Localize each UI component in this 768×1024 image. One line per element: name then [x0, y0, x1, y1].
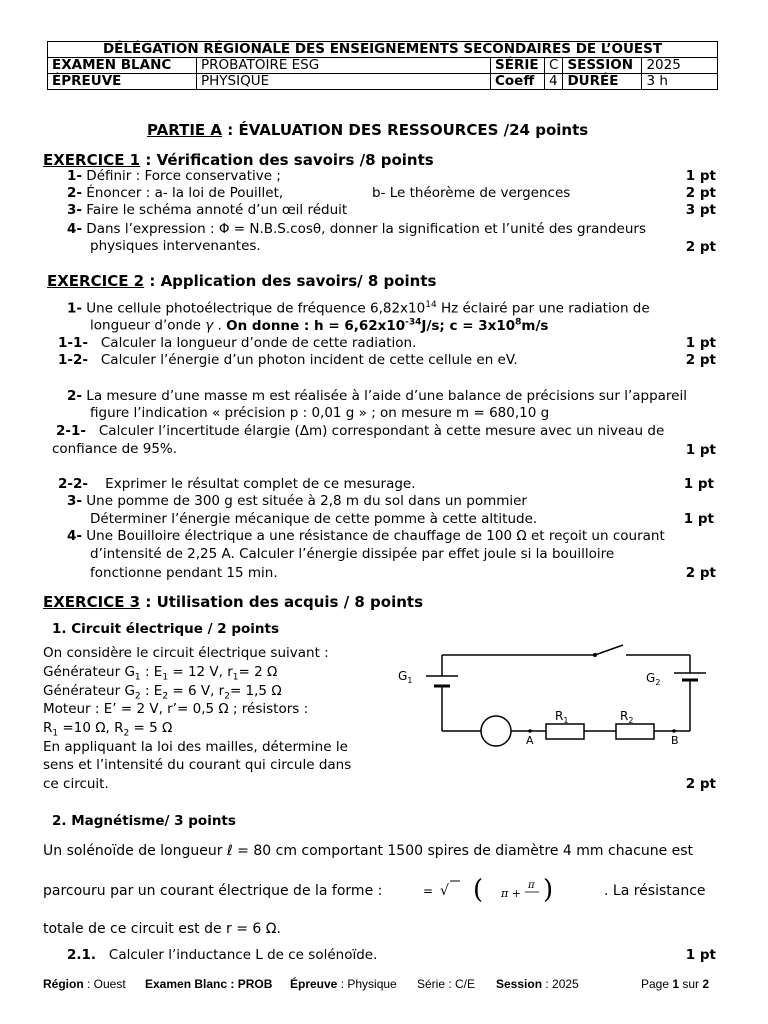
ex2-q12-points: 2 pt: [685, 352, 716, 368]
ex2-q12: 1-2- Calculer l’énergie d’un photon incident de cette cellule en eV.: [58, 352, 518, 368]
node-a: [528, 729, 532, 733]
ex2-q21-line2: confiance de 95%.: [52, 441, 178, 457]
expr-sqrt: √: [440, 883, 449, 899]
ex2-q4-line3: fonctionne pendant 15 min.: [90, 565, 278, 581]
resistor-r2: [616, 724, 654, 739]
ex3-s1-line1: On considère le circuit électrique suivant :: [43, 645, 329, 661]
current-expression: [415, 873, 605, 913]
footer-region: Région : Ouest: [43, 977, 126, 991]
partie-a-title: PARTIE A : ÉVALUATION DES RESSOURCES /24 points: [147, 121, 589, 139]
b-label: B: [671, 734, 679, 747]
ex3-title: EXERCICE 3 : Utilisation des acquis / 8 points: [43, 593, 424, 611]
exam-value: PROBATOIRE ESG: [197, 58, 491, 74]
coeff-label: Coeff: [491, 74, 545, 90]
ex1-q2b: b- Le théorème de vergences: [372, 185, 571, 201]
footer-exam: Examen Blanc : PROB: [145, 977, 273, 991]
ex1-q2: 2- Énoncer : a- la loi de Pouillet,: [67, 185, 284, 201]
ex1-q3-points: 3 pt: [685, 202, 716, 218]
exam-label: EXAMEN BLANC: [48, 58, 197, 74]
ex3-s1-points: 2 pt: [685, 776, 716, 792]
expr-paren-close: ): [543, 875, 554, 905]
ex3-s2-line2-end: . La résistance: [604, 883, 706, 899]
epreuve-value: PHYSIQUE: [197, 74, 491, 90]
r1-label: $R_1$: [555, 709, 569, 725]
motor-symbol: [481, 716, 511, 746]
expr-pi-num: π: [528, 880, 535, 891]
ex2-q3: 3- Une pomme de 300 g est située à 2,8 m du sol dans un pommier: [67, 493, 527, 509]
node-b: [672, 729, 676, 733]
ex3-section2-title: 2. Magnétisme/ 3 points: [52, 813, 236, 829]
ex2-q4: 4- Une Bouilloire électrique a une résistance de chauffage de 100 Ω et reçoit un courant: [67, 528, 665, 544]
duree-value: 3 h: [642, 74, 718, 90]
ex3-s1-line8: ce circuit.: [43, 776, 109, 792]
ex3-s1-line6: En appliquant la loi des mailles, détermine le: [43, 739, 348, 755]
ex3-section1-title: 1. Circuit électrique / 2 points: [52, 621, 280, 637]
ex3-s1-line3: Générateur $G_2$ : $E_2 = 6$ V, $r_2= 1,5$ Ω: [43, 683, 282, 702]
session-label: SESSION: [563, 58, 642, 74]
r2-label: $R_2$: [620, 709, 634, 725]
ex2-q11-points: 1 pt: [685, 335, 716, 351]
ex1-title: EXERCICE 1 : Vérification des savoirs /8 points: [43, 151, 434, 169]
ex2-q21-points: 1 pt: [685, 442, 716, 458]
resistor-r1: [546, 724, 584, 739]
expr-equals: =: [423, 884, 434, 898]
ex3-q21-points: 1 pt: [685, 947, 716, 963]
ex3-s2-line1: Un solénoïde de longueur ℓ = 80 cm comportant 1500 spires de diamètre 4 mm chacune est: [43, 843, 694, 859]
serie-value: C: [545, 58, 563, 74]
footer-session: Session : 2025: [496, 977, 579, 991]
ex3-q21: 2.1. Calculer l’inductance L de ce solénoïde.: [67, 947, 378, 963]
ex2-q2: 2- La mesure d’une masse m est réalisée à l’aide d’une balance de précisions sur l’appareil: [67, 388, 687, 404]
header-title: DÉLÉGATION RÉGIONALE DES ENSEIGNEMENTS SECONDAIRES DE L’OUEST: [48, 42, 718, 58]
ex1-q1-points: 1 pt: [685, 168, 716, 184]
ex2-q3-line2: Déterminer l’énergie mécanique de cette pomme à cette altitude.: [90, 511, 538, 527]
session-value: 2025: [642, 58, 718, 74]
g1-label: $G_1$: [398, 669, 413, 685]
ex1-q3: 3- Faire le schéma annoté d’un œil réduit: [67, 202, 348, 218]
ex2-q4-points: 2 pt: [685, 565, 716, 581]
ex2-q3-points: 1 pt: [683, 511, 714, 527]
serie-label: SÉRIE: [491, 58, 545, 74]
ex2-q1-line2: longueur d’onde γ . On donne : $h = 6,62x10^{-34}J/s$; $c = 3x10^8m/s$: [90, 317, 549, 334]
ex2-q21: 2-1- Calculer l’incertitude élargie (Δm) correspondant à cette mesure avec un niveau de: [56, 423, 665, 439]
ex2-q4-line2: d’intensité de 2,25 A. Calculer l’énergie dissipée par effet joule si la bouilloire: [90, 546, 615, 562]
epreuve-label: ÉPREUVE: [48, 74, 197, 90]
ex2-q11: 1-1- Calculer la longueur d’onde de cette radiation.: [58, 335, 417, 351]
ex1-q1: 1- Définir : Force conservative ;: [67, 168, 281, 184]
ex1-q4-line2: physiques intervenantes.: [90, 238, 261, 254]
ex3-s1-line5: $R_1 =10$ Ω, $R_2 = 5$ Ω: [43, 720, 173, 739]
ex2-q22-points: 1 pt: [683, 476, 714, 492]
expr-pi-plus: π +: [501, 887, 521, 900]
ex1-q2-points: 2 pt: [685, 185, 716, 201]
coeff-value: 4: [545, 74, 563, 90]
ex3-s1-line4: Moteur : E’ = 2 V, r’= 0,5 Ω ; résistors :: [43, 701, 309, 717]
ex3-s2-line3: totale de ce circuit est de r = 6 Ω.: [43, 921, 281, 937]
ex3-s1-line7: sens et l’intensité du courant qui circule dans: [43, 757, 352, 773]
ex3-s1-line2: Générateur $G_1$ : $E_1 = 12$ V, $r_1= 2$ Ω: [43, 664, 278, 683]
footer-serie: Série : C/E: [417, 977, 476, 991]
switch-pivot: [593, 653, 597, 657]
ex3-s2-line2: parcouru par un courant électrique de la forme :: [43, 883, 383, 899]
header-table: [47, 41, 718, 90]
circuit-diagram: [390, 640, 730, 755]
ex1-q4-points: 2 pt: [685, 239, 716, 255]
ex2-q2-line2: figure l’indication « précision p : 0,01 g » ; on mesure m = 680,10 g: [90, 405, 550, 421]
g2-label: $G_2$: [646, 671, 661, 687]
a-label: A: [526, 734, 534, 747]
footer-page: Page 1 sur 2: [641, 977, 710, 991]
ex1-q4: 4- Dans l’expression : Φ = N.B.S.cosθ, donner la signification et l’unité des grandeurs: [67, 221, 646, 237]
ex2-q22: 2-2- Exprimer le résultat complet de ce mesurage.: [58, 476, 416, 492]
ex2-q1: 1- Une cellule photoélectrique de fréquence $6,82x10^{14}$ Hz éclairé par une radiation de: [67, 300, 650, 317]
duree-label: DURÉE: [563, 74, 642, 90]
footer-epreuve: Épreuve : Physique: [290, 977, 397, 991]
expr-paren-open: (: [473, 875, 484, 905]
ex2-title: EXERCICE 2 : Application des savoirs/ 8 points: [47, 272, 437, 290]
circuit-switch: [595, 645, 623, 655]
